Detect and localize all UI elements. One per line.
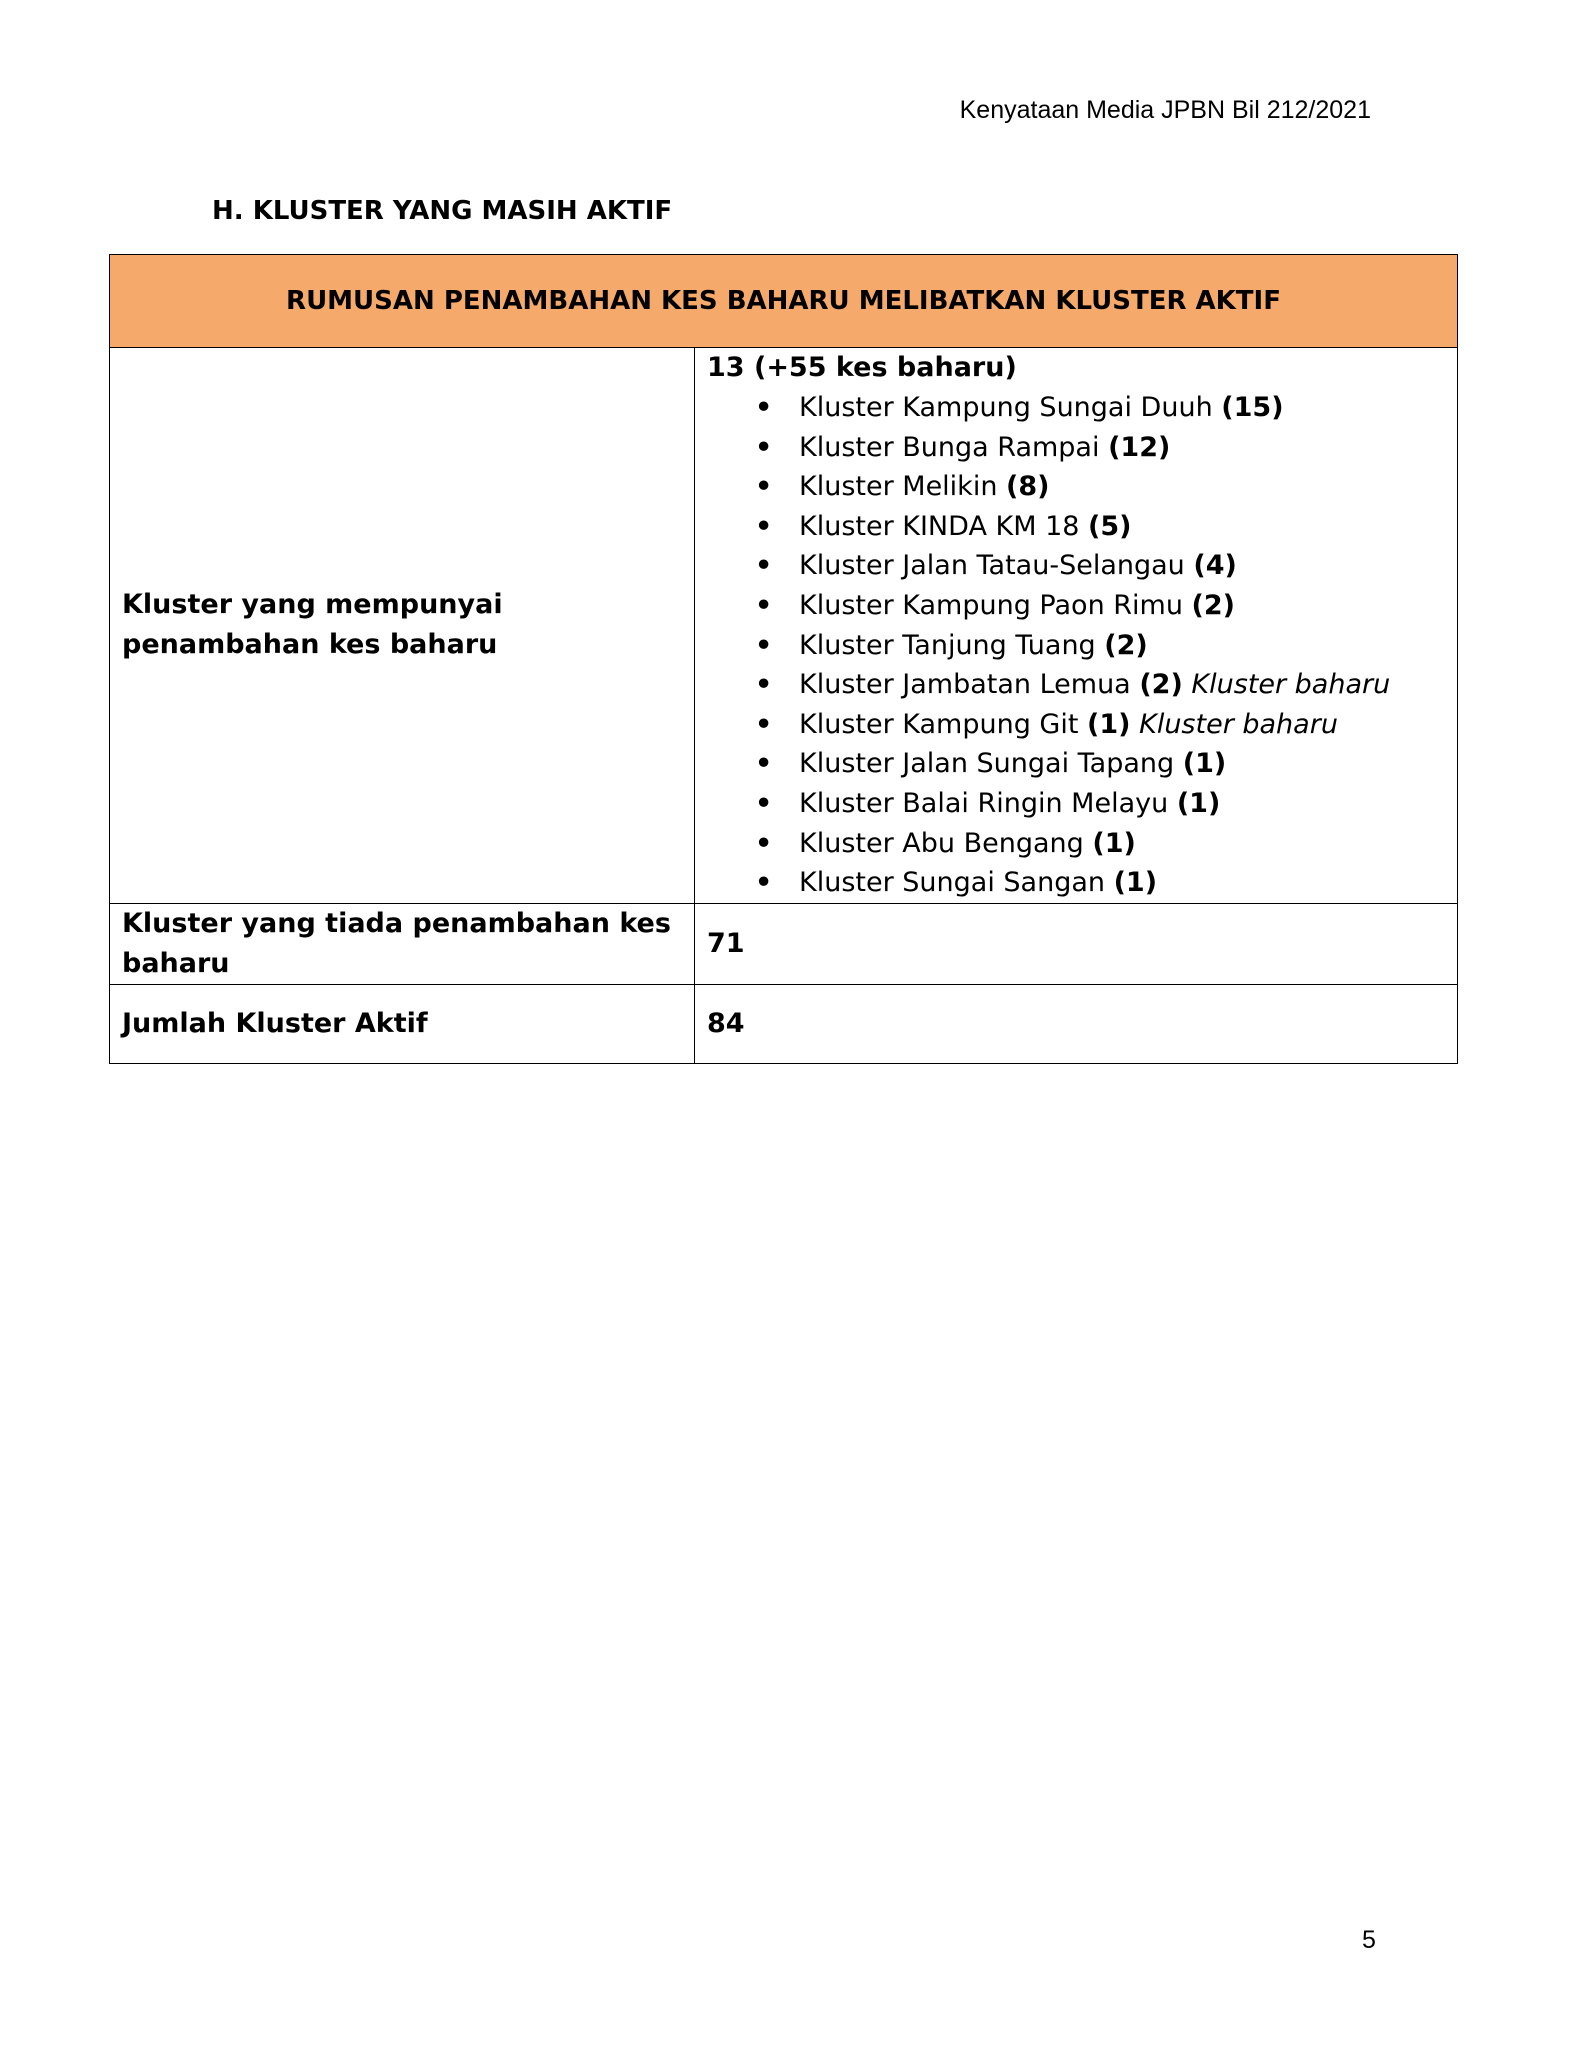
cluster-case-count: (1) — [1176, 787, 1221, 819]
table-title: RUMUSAN PENAMBAHAN KES BAHARU MELIBATKAN KLUSTER AKTIF — [110, 255, 1458, 348]
bullet-icon: • — [755, 471, 773, 503]
list-item — [707, 626, 1445, 666]
cluster-name: Kluster Kampung Git — [799, 708, 1079, 740]
cluster-case-count: (12) — [1108, 431, 1171, 463]
bullet-icon: • — [755, 550, 773, 582]
bullet-icon: • — [755, 708, 773, 740]
cluster-note: Kluster baharu — [1191, 669, 1391, 701]
bullet-icon: • — [755, 787, 773, 819]
list-item — [707, 705, 1445, 745]
list-item — [707, 388, 1445, 428]
bullet-icon: • — [755, 589, 773, 621]
cluster-name: Kluster Jalan Tatau-Selangau — [799, 550, 1185, 582]
cluster-name: Kluster Tanjung Tuang — [799, 629, 1096, 661]
list-item — [707, 428, 1445, 468]
bullet-icon: • — [755, 629, 773, 661]
list-item — [707, 744, 1445, 784]
cluster-name: Kluster Sungai Sangan — [799, 867, 1105, 899]
list-item — [707, 586, 1445, 626]
cluster-name: Kluster Melikin — [799, 471, 998, 503]
page-number: 5 — [1362, 1926, 1376, 1954]
cluster-case-count: (1) — [1182, 748, 1227, 780]
row-label-total-active-clusters: Jumlah Kluster Aktif — [110, 984, 695, 1063]
cluster-case-count: (1) — [1092, 827, 1136, 859]
cluster-name: Kluster Jambatan Lemua — [799, 669, 1131, 701]
cluster-case-count: (2) — [1104, 629, 1148, 661]
document-reference: Kenyataan Media JPBN Bil 212/2021 — [959, 96, 1371, 124]
cluster-name: Kluster Kampung Sungai Duuh — [799, 392, 1213, 423]
bullet-icon: • — [755, 867, 773, 899]
cluster-name: Kluster Abu Bengang — [799, 827, 1084, 859]
bullet-icon: • — [755, 431, 773, 463]
cluster-case-count: (15) — [1221, 392, 1284, 423]
table-row — [110, 984, 1458, 1063]
list-item — [707, 784, 1445, 824]
table-row — [110, 903, 1458, 984]
list-item — [707, 507, 1445, 547]
bullet-icon: • — [755, 827, 773, 859]
cluster-note: Kluster baharu — [1139, 708, 1338, 740]
cluster-case-count: (2) — [1139, 669, 1183, 701]
cluster-case-count: (8) — [1006, 471, 1050, 503]
clusters-without-new-cases-value: 71 — [695, 903, 1458, 984]
cluster-list — [707, 388, 1445, 903]
active-cluster-summary-table — [109, 254, 1458, 1064]
total-active-clusters-value: 84 — [695, 984, 1458, 1063]
row-label-clusters-with-new-cases: Kluster yang mempunyai penambahan kes baharu — [110, 348, 695, 904]
table-header-row — [110, 255, 1458, 348]
cluster-name: Kluster Bunga Rampai — [799, 431, 1100, 463]
section-heading: H. KLUSTER YANG MASIH AKTIF — [212, 196, 673, 226]
clusters-with-new-cases-cell — [695, 348, 1458, 904]
bullet-icon: • — [755, 669, 773, 701]
list-item — [707, 665, 1445, 705]
cluster-name: Kluster Balai Ringin Melayu — [799, 787, 1169, 819]
bullet-icon: • — [755, 748, 773, 780]
bullet-icon: • — [755, 510, 773, 542]
cluster-name: Kluster Jalan Sungai Tapang — [799, 748, 1175, 780]
row-label-clusters-without-new-cases: Kluster yang tiada penambahan kes baharu — [110, 903, 695, 984]
cluster-case-count: (4) — [1193, 550, 1237, 582]
cluster-case-count: (2) — [1191, 589, 1235, 621]
list-item — [707, 824, 1445, 864]
cluster-case-count: (1) — [1113, 867, 1158, 899]
list-item — [707, 546, 1445, 586]
list-item — [707, 467, 1445, 507]
bullet-icon: • — [755, 392, 773, 423]
cluster-case-count: (1) — [1087, 708, 1131, 740]
new-cases-summary: 13 (+55 kes baharu) — [707, 352, 1017, 383]
table-row — [110, 348, 1458, 904]
list-item — [707, 863, 1445, 903]
cluster-name: Kluster Kampung Paon Rimu — [799, 589, 1183, 621]
cluster-name: Kluster KINDA KM 18 — [799, 510, 1080, 542]
cluster-case-count: (5) — [1088, 510, 1132, 542]
